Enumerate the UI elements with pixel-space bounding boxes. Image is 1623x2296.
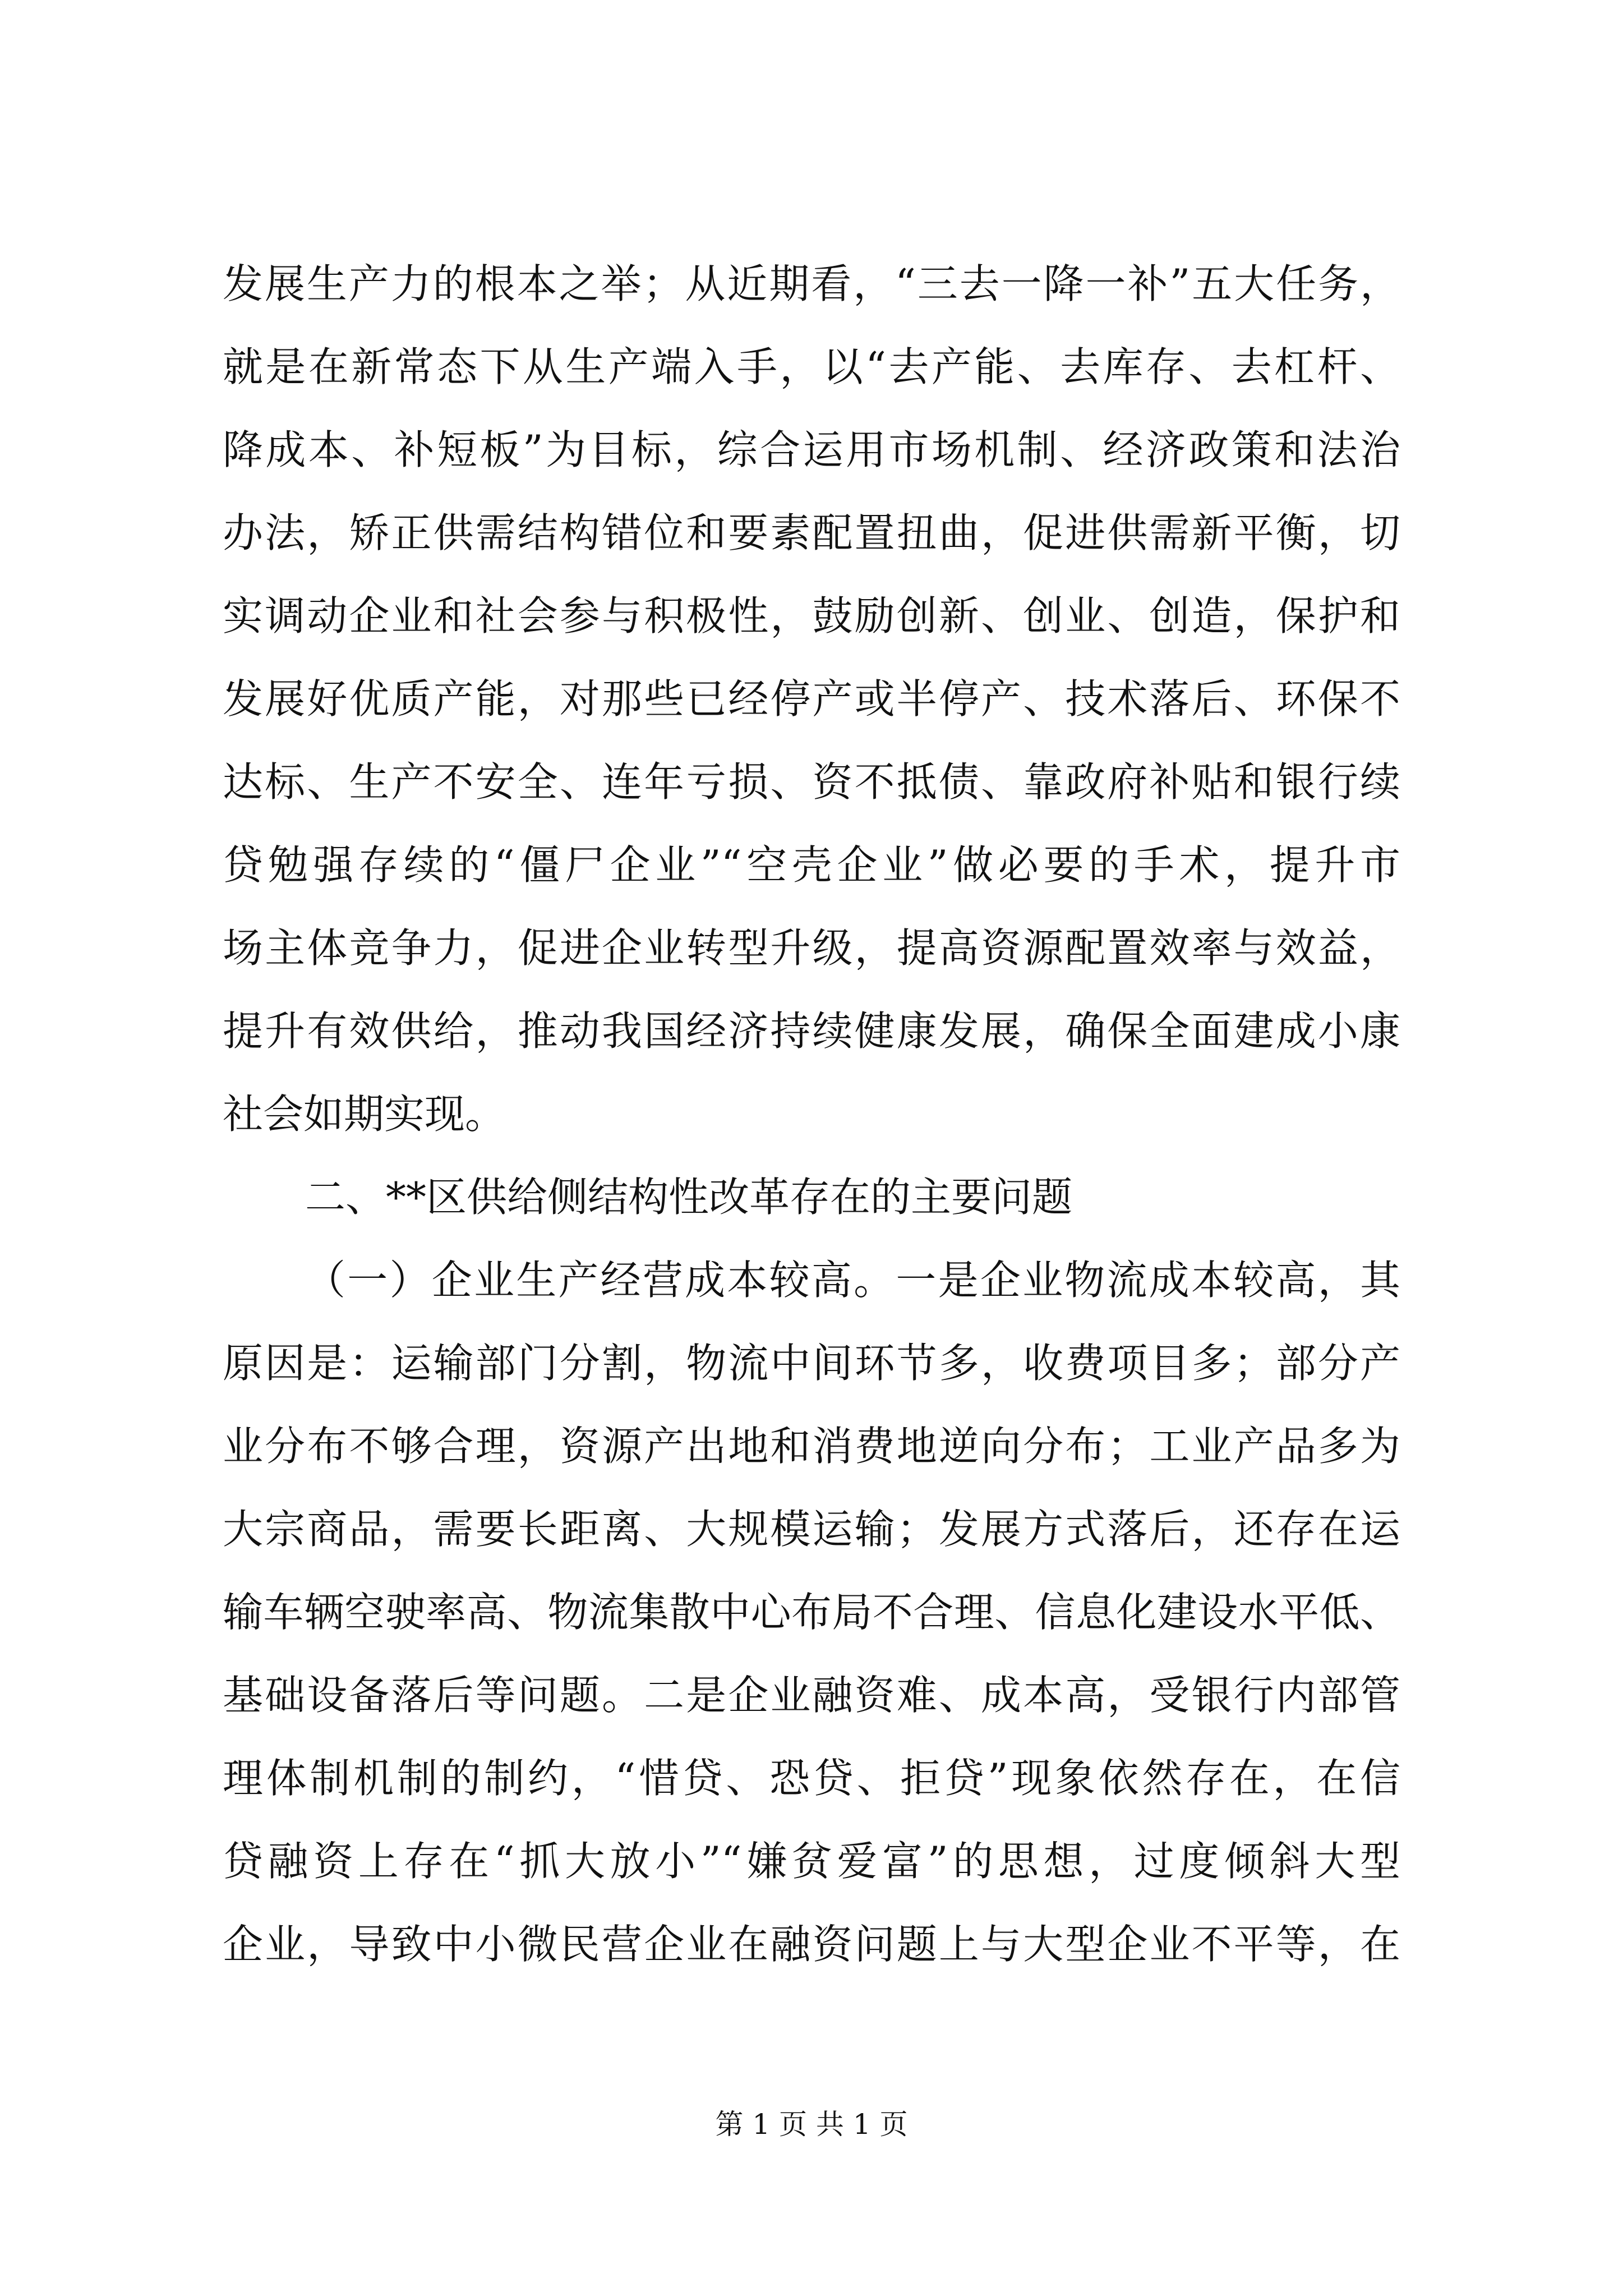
text-line: 贷勉强存续的“僵尸企业”“空壳企业”做必要的手术，提升市 (223, 841, 1400, 889)
text-line: 场主体竞争力，促进企业转型升级，提高资源配置效率与效益， (223, 924, 1400, 972)
page-number-footer: 第 1 页 共 1 页 (715, 2108, 908, 2141)
text-line: 输车辆空驶率高、物流集散中心布局不合理、信息化建设水平低、 (223, 1589, 1400, 1636)
text-line: 达标、生产不安全、连年亏损、资不抵债、靠政府补贴和银行续 (223, 758, 1400, 806)
text-line: 业分布不够合理，资源产出地和消费地逆向分布；工业产品多为 (223, 1423, 1400, 1470)
text-line: 贷融资上存在“抓大放小”“嫌贫爱富”的思想，过度倾斜大型 (223, 1838, 1400, 1885)
text-line: 发展生产力的根本之举；从近期看，“三去一降一补”五大任务， (223, 260, 1400, 307)
text-line: 提升有效供给，推动我国经济持续健康发展，确保全面建成小康 (223, 1007, 1400, 1055)
document-body (223, 242, 1400, 1986)
text-line: 就是在新常态下从生产端入手，以“去产能、去库存、去杠杆、 (223, 343, 1400, 390)
subsection-heading-line: （一）企业生产经营成本较高。一是企业物流成本较高，其 (305, 1257, 1400, 1304)
text-line: 社会如期实现。 (223, 1091, 506, 1138)
text-line: 基础设备落后等问题。二是企业融资难、成本高，受银行内部管 (223, 1672, 1400, 1719)
text-line: 理体制机制的制约，“惜贷、恐贷、拒贷”现象依然存在，在信 (223, 1755, 1400, 1802)
text-line: 大宗商品，需要长距离、大规模运输；发展方式落后，还存在运 (223, 1506, 1400, 1553)
text-line: 实调动企业和社会参与积极性，鼓励创新、创业、创造，保护和 (223, 592, 1400, 639)
text-line: 办法，矫正供需结构错位和要素配置扭曲，促进供需新平衡，切 (223, 509, 1400, 556)
text-line: 降成本、补短板”为目标，综合运用市场机制、经济政策和法治 (223, 426, 1400, 473)
text-line: 企业，导致中小微民营企业在融资问题上与大型企业不平等，在 (223, 1921, 1400, 1968)
text-line: 发展好优质产能，对那些已经停产或半停产、技术落后、环保不 (223, 675, 1400, 723)
section-heading: 二、**区供给侧结构性改革存在的主要问题 (305, 1174, 1073, 1221)
text-line: 原因是：运输部门分割，物流中间环节多，收费项目多；部分产 (223, 1340, 1400, 1387)
